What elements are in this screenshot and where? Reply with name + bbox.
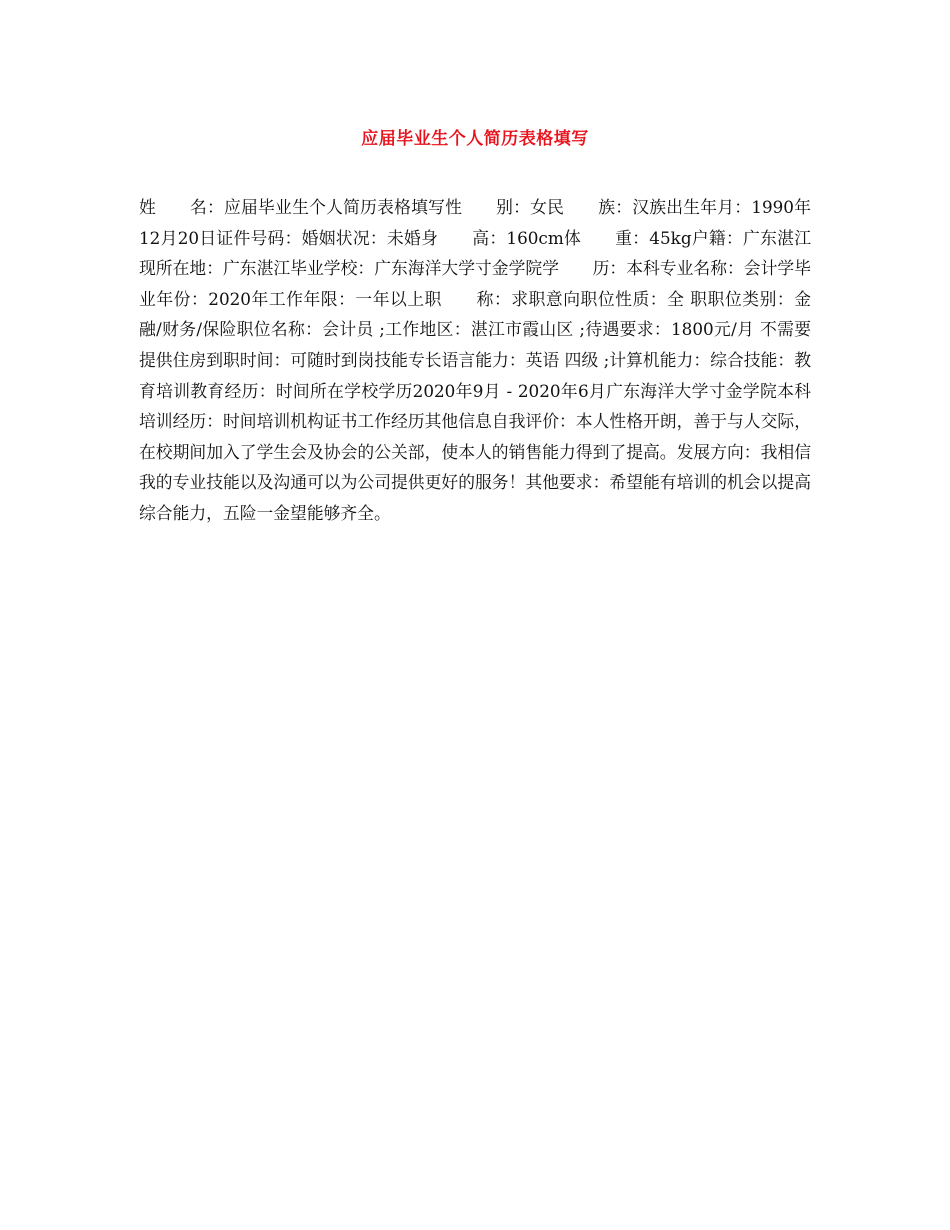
- document-body-paragraph: 姓 名：应届毕业生个人简历表格填写性 别：女民 族：汉族出生年月：1990年12月20日证件号码：婚姻状况：未婚身 高：160cm体 重：45kg户籍：广东湛江现所在地：广东湛江毕业学校：广东海洋大学寸金学院学 历：本科专业名称：会计学毕业年份：2020年工作年限：一年以上职 称：求职意向职位性质：全 职职位类别：金融/财务/保险职位名称：会计员 ;工作地区：湛江市霞山区 ;待遇要求：1800元/月 不需要提供住房到职时间：可随时到岗技能专长语言能力：英语 四级 ;计算机能力：综合技能：教育培训教育经历：时间所在学校学历2020年9月 - 2020年6月广东海洋大学寸金学院本科培训经历：时间培训机构证书工作经历其他信息自我评价：本人性格开朗，善于与人交际，在校期间加入了学生会及协会的公关部，使本人的销售能力得到了提高。发展方向：我相信我的专业技能以及沟通可以为公司提供更好的服务！其他要求：希望能有培训的机会以提高综合能力，五险一金望能够齐全。: [139, 197, 811, 523]
- document-title: 应届毕业生个人简历表格填写: [361, 129, 589, 149]
